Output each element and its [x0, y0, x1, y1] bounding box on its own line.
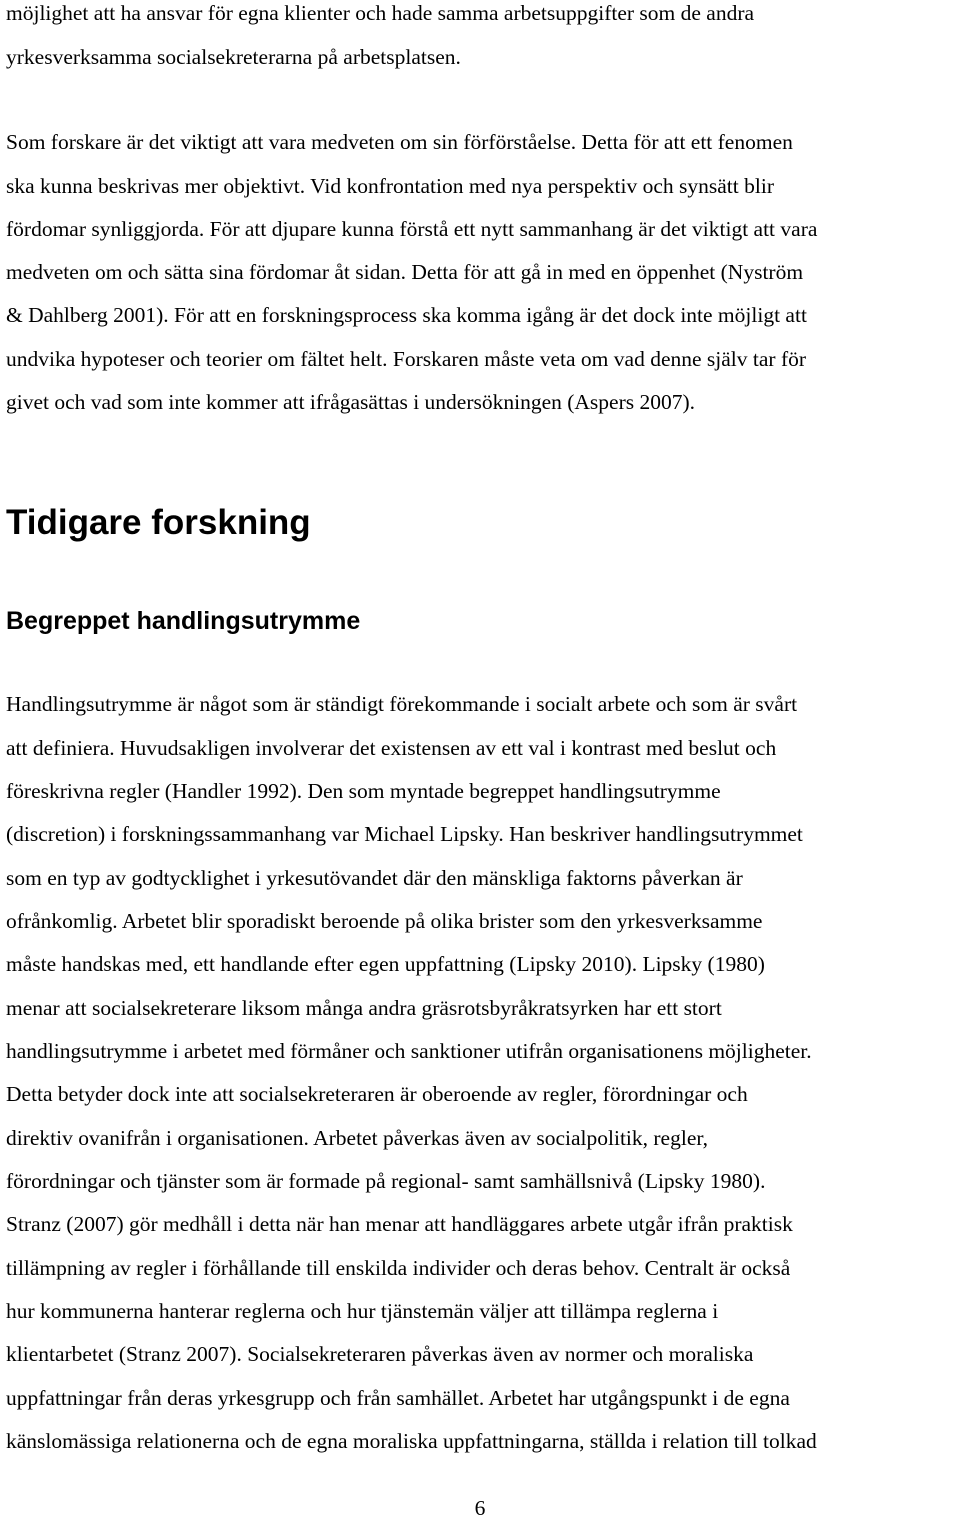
text-line: Detta betyder dock inte att socialsekreteraren är oberoende av regler, förordningar och	[6, 1082, 748, 1106]
subsection-heading: Begreppet handlingsutrymme	[6, 607, 361, 635]
text-line: möjlighet att ha ansvar för egna klienter och hade samma arbetsuppgifter som de andra	[6, 1, 755, 25]
page-number: 6	[474, 1496, 486, 1520]
text-line: & Dahlberg 2001). För att en forskningsprocess ska komma igång är det dock inte möjligt att	[6, 303, 807, 327]
text-line: föreskrivna regler (Handler 1992). Den som myntade begreppet handlingsutrymme	[6, 779, 721, 803]
text-line: (discretion) i forskningssammanhang var Michael Lipsky. Han beskriver handlingsutrymmet	[6, 822, 803, 846]
text-line: som en typ av godtycklighet i yrkesutövandet där den mänskliga faktorns påverkan är	[6, 866, 743, 890]
text-line: ska kunna beskrivas mer objektivt. Vid konfrontation med nya perspektiv och synsätt blir	[6, 174, 774, 198]
text-line: givet och vad som inte kommer att ifrågasättas i undersökningen (Aspers 2007).	[6, 390, 696, 414]
text-line: medveten om och sätta sina fördomar åt sidan. Detta för att gå in med en öppenhet (Nyström	[6, 260, 804, 284]
text-line: undvika hypoteser och teorier om fältet helt. Forskaren måste veta om vad denne själv tar för	[6, 347, 807, 371]
text-line: hur kommunerna hanterar reglerna och hur tjänstemän väljer att tillämpa reglerna i	[6, 1299, 719, 1323]
text-line: Som forskare är det viktigt att vara medveten om sin förförståelse. Detta för att ett fenomen	[6, 130, 793, 154]
text-line: yrkesverksamma socialsekreterarna på arbetsplatsen.	[6, 45, 461, 69]
section-heading: Tidigare forskning	[6, 503, 311, 542]
text-line: menar att socialsekreterare liksom många andra gräsrotsbyråkratsyrken har ett stort	[6, 996, 722, 1020]
text-line: direktiv ovanifrån i organisationen. Arbetet påverkas även av socialpolitik, regler,	[6, 1126, 709, 1150]
text-line: Stranz (2007) gör medhåll i detta när han menar att handläggares arbete utgår ifrån praktisk	[6, 1212, 793, 1236]
text-line: fördomar synliggjorda. För att djupare kunna förstå ett nytt sammanhang är det viktigt att vara	[6, 217, 818, 241]
text-line: uppfattningar från deras yrkesgrupp och från samhället. Arbetet har utgångspunkt i de egna	[6, 1386, 790, 1410]
text-line: känslomässiga relationerna och de egna moraliska uppfattningarna, ställda i relation till tolkad	[6, 1429, 817, 1453]
text-line: ofrånkomlig. Arbetet blir sporadiskt beroende på olika brister som den yrkesverksamme	[6, 909, 763, 933]
text-line: klientarbetet (Stranz 2007). Socialsekreteraren påverkas även av normer och moraliska	[6, 1342, 754, 1366]
text-line: handlingsutrymme i arbetet med förmåner och sanktioner utifrån organisationens möjligheter.	[6, 1039, 812, 1063]
text-line: Handlingsutrymme är något som är ständigt förekommande i socialt arbete och som är svårt	[6, 692, 798, 716]
text-line: måste handskas med, ett handlande efter egen uppfattning (Lipsky 2010). Lipsky (1980)	[6, 952, 765, 976]
text-line: tillämpning av regler i förhållande till enskilda individer och deras behov. Centralt är också	[6, 1256, 791, 1280]
text-line: att definiera. Huvudsakligen involverar det existensen av ett val i kontrast med beslut och	[6, 736, 777, 760]
text-line: förordningar och tjänster som är formade på regional- samt samhällsnivå (Lipsky 1980).	[6, 1169, 766, 1193]
